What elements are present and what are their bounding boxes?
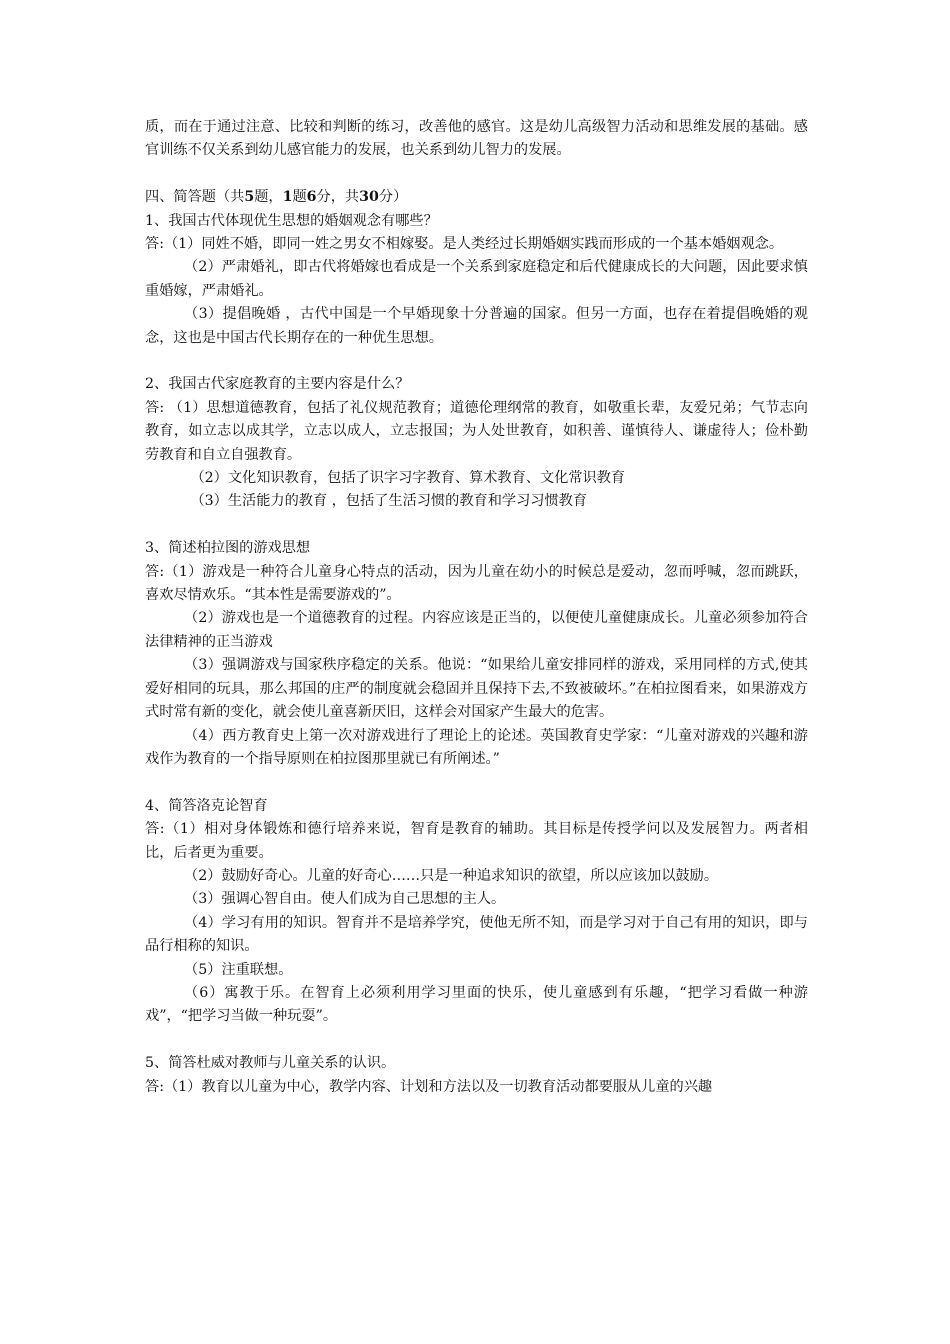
section-points-each: 6 (306, 189, 317, 206)
section-question-unit: 1 (282, 189, 293, 206)
section-heading (145, 186, 808, 209)
question-title: 3、简述柏拉图的游戏思想 (145, 540, 311, 557)
section-question-count: 5 (244, 189, 255, 206)
answer-paragraph: 答:（1）相对身体锻炼和德行培养来说，智育是教育的辅助。其目标是传授学问以及发展智力。两者相比，后者更为重要。 (145, 821, 808, 861)
answer-paragraph: 答: （1）思想道德教育，包括了礼仪规范教育；道德伦理纲常的教育，如敬重长辈，友爱兄弟；气节志向教育，如立志以成其学，立志以成人，立志报国；为人处世教育，如积善、谨慎待人、谦虚待人；俭朴勤劳教育和自立自强教育。 (145, 399, 808, 463)
section-heading-suffix: 分） (378, 189, 408, 206)
answer-paragraph: （2）游戏也是一个道德教育的过程。内容应该是正当的，以便使儿童健康成长。儿童必须参加符合法律精神的正当游戏 (145, 610, 808, 650)
document-page (145, 116, 808, 1099)
answer-paragraph: 答:（1）同姓不婚，即同一姓之男女不相嫁娶。是人类经过长期婚姻实践而形成的一个基本婚姻观念。 (145, 236, 784, 253)
answer-paragraph: （4）西方教育史上第一次对游戏进行了理论上的论述。英国教育史学家：“儿童对游戏的兴趣和游戏作为教育的一个指导原则在柏拉图那里就已有所阐述。” (145, 727, 808, 767)
section-heading-prefix: 四、简答题（共 (145, 189, 245, 206)
answer-paragraph: （6）寓教于乐。在智育上必须利用学习里面的快乐，使儿童感到有乐趣，“把学习看做一种游戏”，“把学习当做一种玩耍”。 (145, 984, 808, 1025)
answer-paragraph: （3）生活能力的教育 ，包括了生活习惯的教育和学习习惯教育 (190, 493, 588, 510)
answer-paragraph: （3）提倡晚婚 ，古代中国是一个早婚现象十分普遍的国家。但另一方面，也存在着提倡晚婚的观念，这也是中国古代长期存在的一种优生思想。 (145, 306, 808, 346)
spacer (145, 163, 808, 186)
section-heading-text: 题， (254, 189, 283, 206)
answer-paragraph: 答:（1）教育以儿童为中心，教学内容、计划和方法以及一切教育活动都要服从儿童的兴趣 (145, 1078, 713, 1095)
spacer (145, 350, 808, 373)
answer-paragraph: （2）严肃婚礼，即古代将婚嫁也看成是一个关系到家庭稳定和后代健康成长的大问题，因此要求慎重婚嫁，严肃婚礼。 (145, 259, 808, 299)
answer-paragraph: （4）学习有用的知识。智育并不是培养学究，使他无所不知，而是学习对于自己有用的知识，即与品行相称的知识。 (145, 914, 808, 955)
section-heading-text: 分，共 (316, 189, 360, 206)
intro-paragraph: 质，而在于通过注意、比较和判断的练习，改善他的感官。这是幼儿高级智力活动和思维发展的基础。感官训练不仅关系到幼儿感官能力的发展，也关系到幼儿智力的发展。 (145, 119, 808, 159)
section-total-points: 30 (359, 189, 379, 206)
question-title: 1、我国古代体现优生思想的婚姻观念有哪些？ (145, 212, 438, 229)
spacer (145, 771, 808, 794)
answer-paragraph: （3）强调心智自由。使人们成为自己思想的主人。 (184, 891, 506, 908)
question-title: 5、简答杜威对教师与儿童关系的认识。 (145, 1055, 396, 1072)
spacer (145, 514, 808, 537)
section-heading-text: 题 (292, 189, 307, 206)
answer-paragraph: 答:（1）游戏是一种符合儿童身心特点的活动，因为儿童在幼小的时候总是爱动，忽而呼喊，忽而跳跃，喜欢尽情欢乐。“其本性是需要游戏的”。 (145, 563, 808, 604)
answer-paragraph: （2）鼓励好奇心。儿童的好奇心……只是一种追求知识的欲望，所以应该加以鼓励。 (184, 867, 719, 884)
answer-paragraph: （3）强调游戏与国家秩序稳定的关系。他说：“如果给儿童安排同样的游戏，采用同样的方式,使其爱好相同的玩具，那么邦国的庄严的制度就会稳固并且保持下去,不致被破坏。”在柏拉图看来，如果游戏方式时常有新的变化，就会使儿童喜新厌旧，这样会对国家产生最大的危害。 (145, 657, 808, 721)
answer-paragraph: （5）注重联想。 (184, 961, 293, 978)
question-title: 4、简答洛克论智育 (145, 797, 268, 814)
answer-paragraph: （2）文化知识教育，包括了识字习字教育、算术教育、文化常识教育 (190, 470, 626, 487)
spacer (145, 1029, 808, 1052)
question-title: 2、我国古代家庭教育的主要内容是什么？ (145, 376, 410, 393)
